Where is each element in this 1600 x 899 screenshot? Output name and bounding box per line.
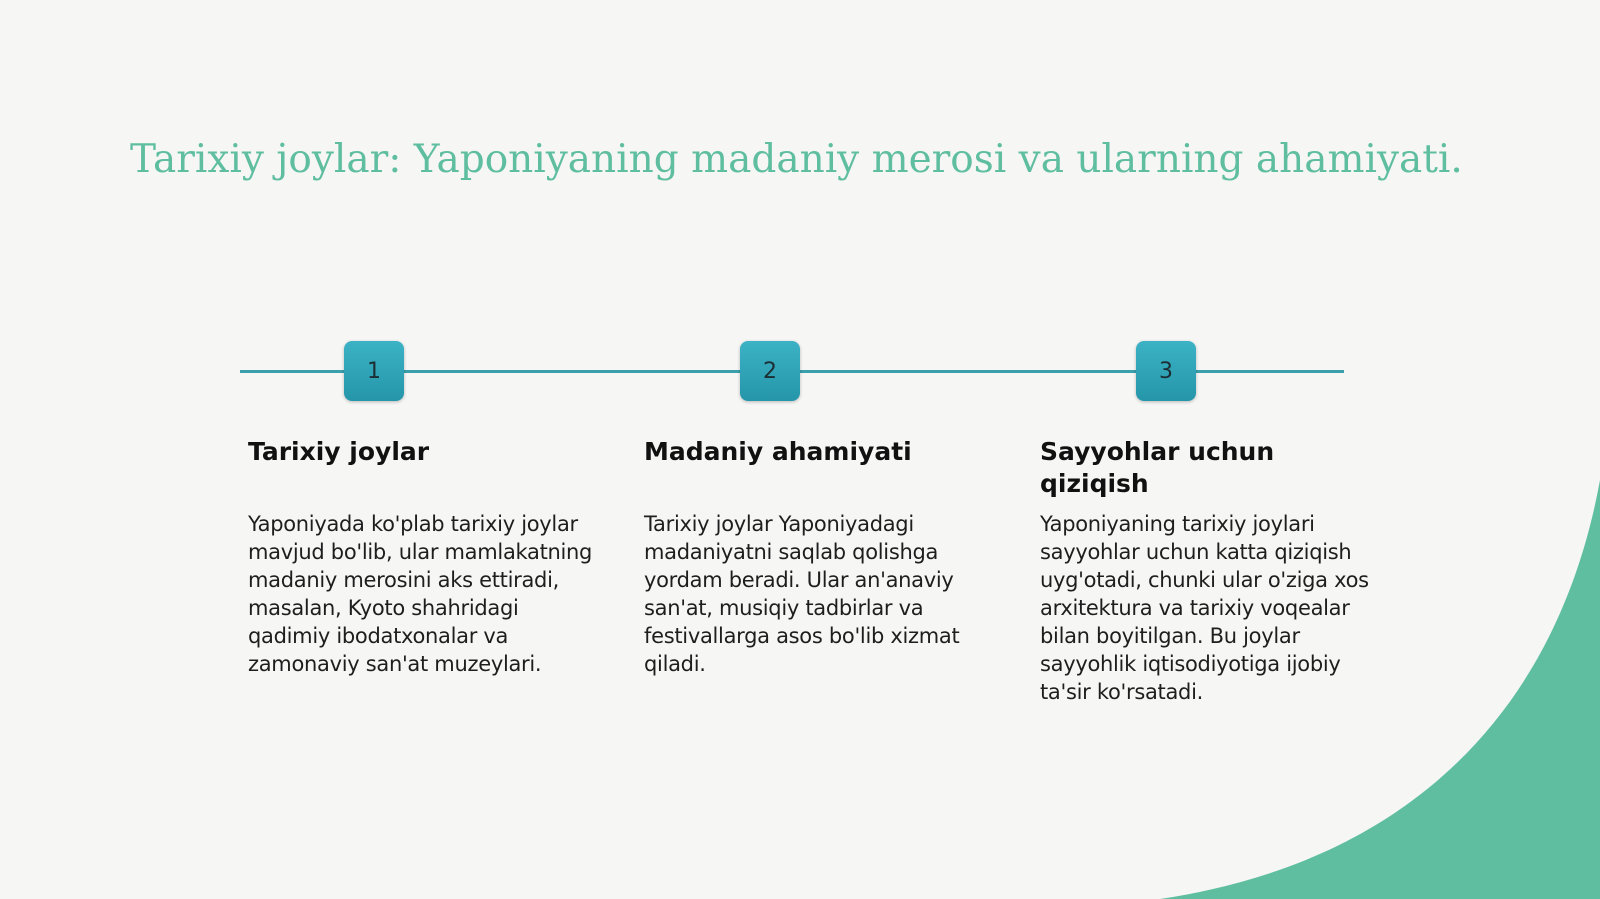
step-3-body: Yaponiyaning tarixiy joylari sayyohlar uchun katta qiziqish uyg'otadi, chunki ular o'ziga xos arxitektura va tarixiy voqealar bilan boyitilgan. Bu joylar sayyohlik iqtisodiyotiga ijobiy ta'sir ko'rsatadi.	[1040, 512, 1369, 704]
step-2-marker: 2	[740, 341, 800, 401]
step-1-heading: Tarixiy joylar	[248, 437, 430, 466]
step-1-body: Yaponiyada ko'plab tarixiy joylar mavjud bo'lib, ular mamlakatning madaniy merosini aks ettiradi, masalan, Kyoto shahridagi qadimiy ibodatxonalar va zamonaviy san'at muzeylari.	[248, 512, 593, 676]
slide-title: Tarixiy joylar: Yaponiyaning madaniy merosi va ularning ahamiyati.	[130, 137, 1463, 182]
step-1-marker: 1	[344, 341, 404, 401]
step-2-body: Tarixiy joylar Yaponiyadagi madaniyatni saqlab qolishga yordam beradi. Ular an'anaviy san'at, musiqiy tadbirlar va festivallarga asos bo'lib xizmat qiladi.	[644, 512, 960, 676]
step-3-heading: Sayyohlar uchun qiziqish	[1040, 437, 1275, 498]
step-2-column	[644, 436, 994, 678]
step-2-heading: Madaniy ahamiyati	[644, 437, 912, 466]
step-3-column	[1040, 436, 1390, 706]
step-1-column	[248, 436, 598, 678]
step-3-marker: 3	[1136, 341, 1196, 401]
